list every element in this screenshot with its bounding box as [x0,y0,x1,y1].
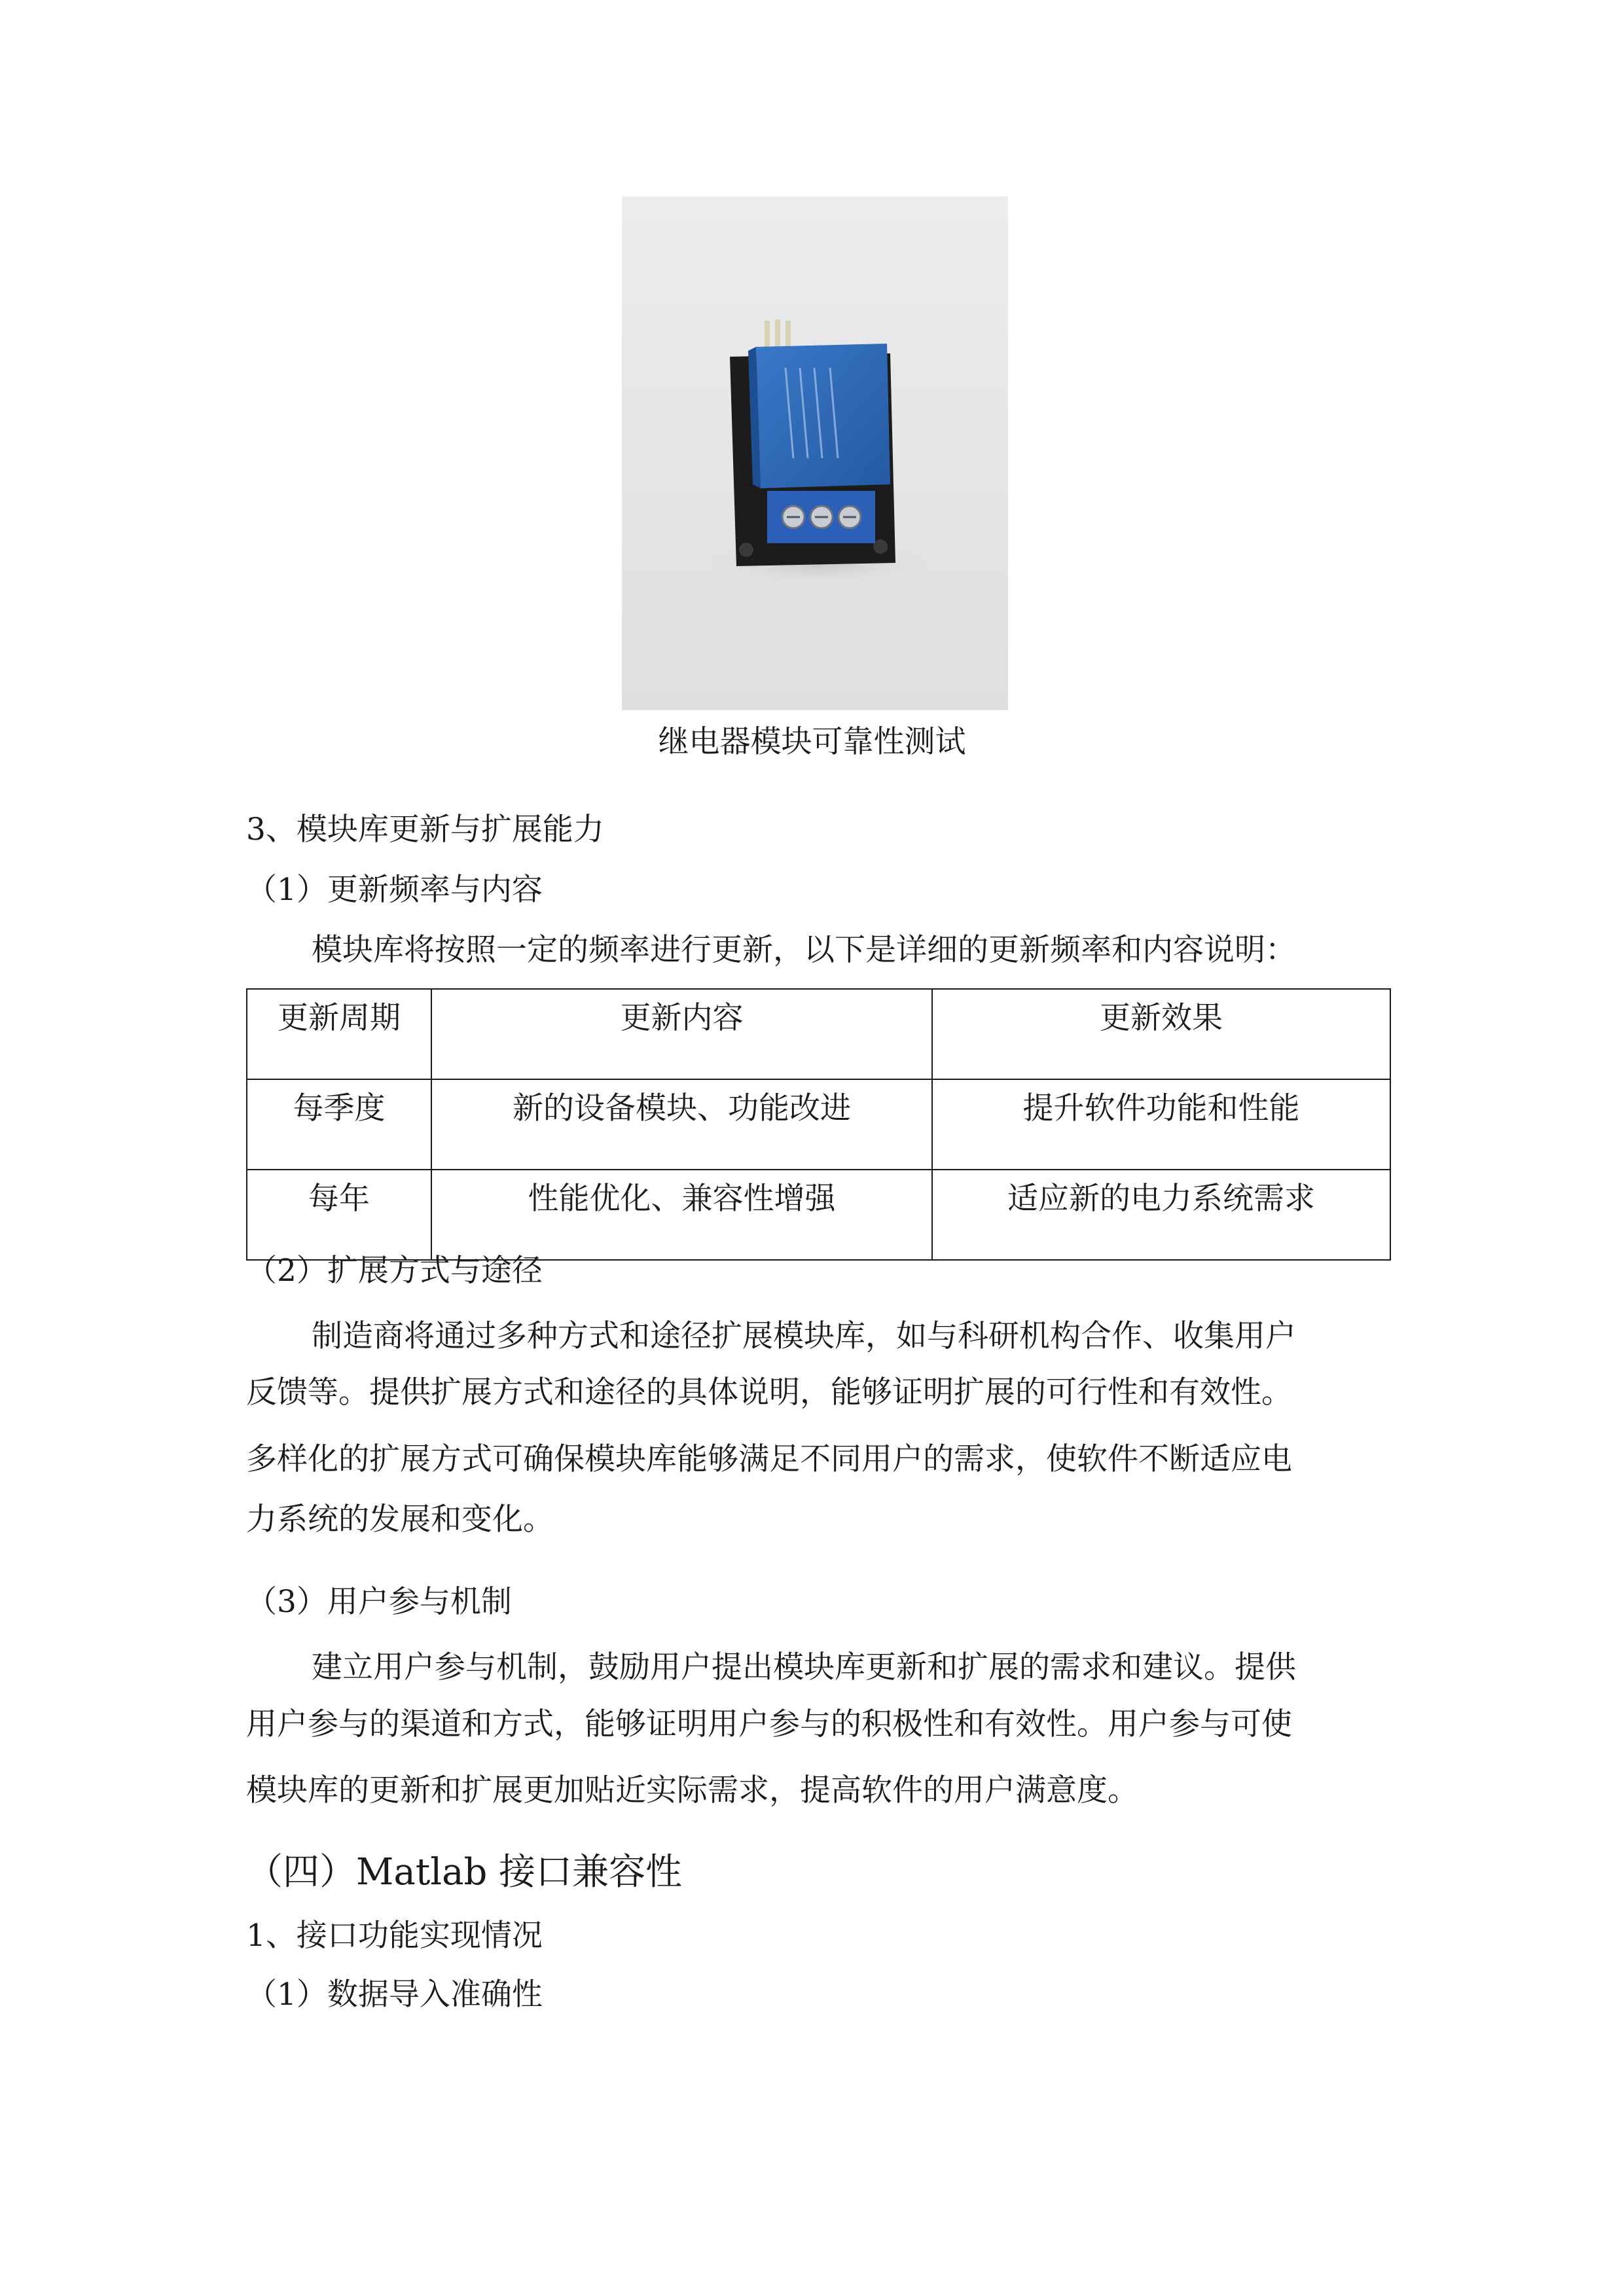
section-4-title: （四）Matlab 接口兼容性 [246,1851,683,1893]
subsection-2-title: （2）扩展方式与途径 [246,1253,543,1289]
table-cell: 提升软件功能和性能 [932,1079,1390,1170]
paragraph-line: 反馈等。提供扩展方式和途径的具体说明，能够证明扩展的可行性和有效性。 [246,1374,1292,1410]
paragraph-line: 制造商将通过多种方式和途径扩展模块库，如与科研机构合作、收集用户 [312,1318,1296,1354]
section-3-title: 3、模块库更新与扩展能力 [246,812,604,848]
table-cell: 新的设备模块、功能改进 [431,1079,932,1170]
table-cell: 每季度 [247,1079,431,1170]
table-header-cell: 更新内容 [431,989,932,1079]
table-row [247,1170,1390,1260]
table-header-row [247,989,1390,1079]
paragraph-line: 多样化的扩展方式可确保模块库能够满足不同用户的需求，使软件不断适应电 [246,1441,1292,1477]
update-schedule-table [246,988,1391,1261]
paragraph-line: 用户参与的渠道和方式，能够证明用户参与的积极性和有效性。用户参与可使 [246,1706,1292,1742]
table-cell: 每年 [247,1170,431,1260]
paragraph-line: 模块库的更新和扩展更加贴近实际需求，提高软件的用户满意度。 [246,1772,1138,1808]
paragraph-line: 力系统的发展和变化。 [246,1501,554,1537]
relay-module-illustration [622,196,1008,710]
table-header-cell: 更新效果 [932,989,1390,1079]
table-cell: 性能优化、兼容性增强 [431,1170,932,1260]
figure-caption: 继电器模块可靠性测试 [658,724,966,760]
section-4-sub1-1-title: （1）数据导入准确性 [246,1977,543,2013]
relay-module-photo [622,196,1008,710]
table-row [247,1079,1390,1170]
subsection-1-title: （1）更新频率与内容 [246,872,543,908]
table-header-cell: 更新周期 [247,989,431,1079]
section-4-sub1-title: 1、接口功能实现情况 [246,1918,543,1954]
subsection-1-intro: 模块库将按照一定的频率进行更新，以下是详细的更新频率和内容说明： [312,932,1296,968]
paragraph-line: 建立用户参与机制，鼓励用户提出模块库更新和扩展的需求和建议。提供 [312,1649,1296,1685]
subsection-3-title: （3）用户参与机制 [246,1584,512,1620]
table-cell: 适应新的电力系统需求 [932,1170,1390,1260]
